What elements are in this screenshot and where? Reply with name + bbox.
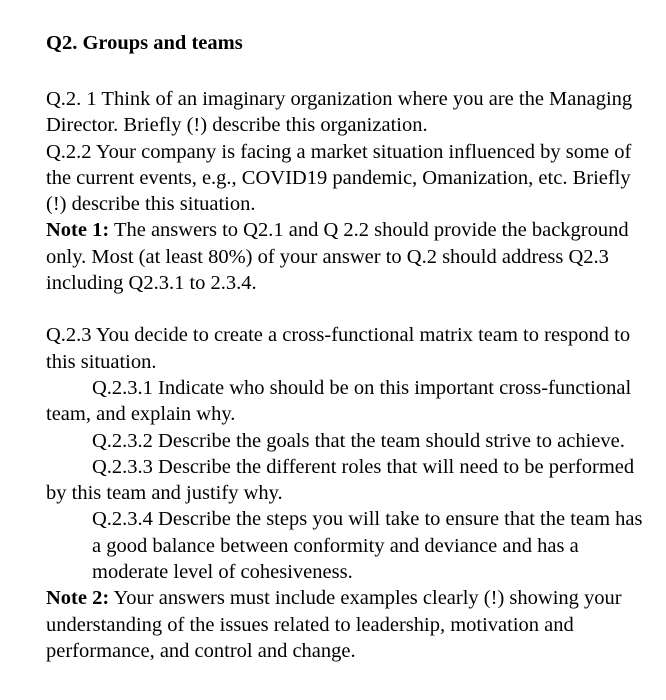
note-1-text: The answers to Q2.1 and Q 2.2 should provide the background only. Most (at least 80%) of your answer to Q.2 should address Q2.3 including Q2.3.1 to 2.3.4. [46, 219, 629, 295]
note-2-text: Your answers must include examples clearly (!) showing your understanding of the issues related to leadership, motivation and performance, and control and change. [46, 587, 622, 662]
note-2-label: Note 2: [46, 587, 110, 610]
question-2-2: Q.2.2 Your company is facing a market situation influenced by some of the current events, e.g., COVID19 pandemic, Omanization, etc. Briefly (!) describe this situation. [46, 140, 632, 216]
note-1-label: Note 1: [46, 219, 110, 242]
question-2-3-4: Q.2.3.4 Describe the steps you will take to ensure that the team has a good balance between conformity and deviance and has a moderate level of cohesiveness. [92, 508, 643, 584]
question-2-3-1: Q.2.3.1 Indicate who should be on this important cross-functional team, and explain why. [46, 376, 632, 426]
note-2 [46, 585, 646, 664]
note-1 [46, 217, 646, 296]
question-heading: Q2. Groups and teams [46, 32, 243, 54]
document-body [46, 30, 646, 664]
question-2-3: Q.2.3 You decide to create a cross-functional matrix team to respond to this situation. [46, 324, 631, 373]
question-2-1: Q.2. 1 Think of an imaginary organization where you are the Managing Director. Briefly (!) describe this organization. [46, 88, 633, 137]
question-2-3-3: Q.2.3.3 Describe the different roles that will need to be performed by this team and justify why. [46, 455, 635, 505]
question-2-3-2: Q.2.3.2 Describe the goals that the team should strive to achieve. [92, 429, 625, 452]
